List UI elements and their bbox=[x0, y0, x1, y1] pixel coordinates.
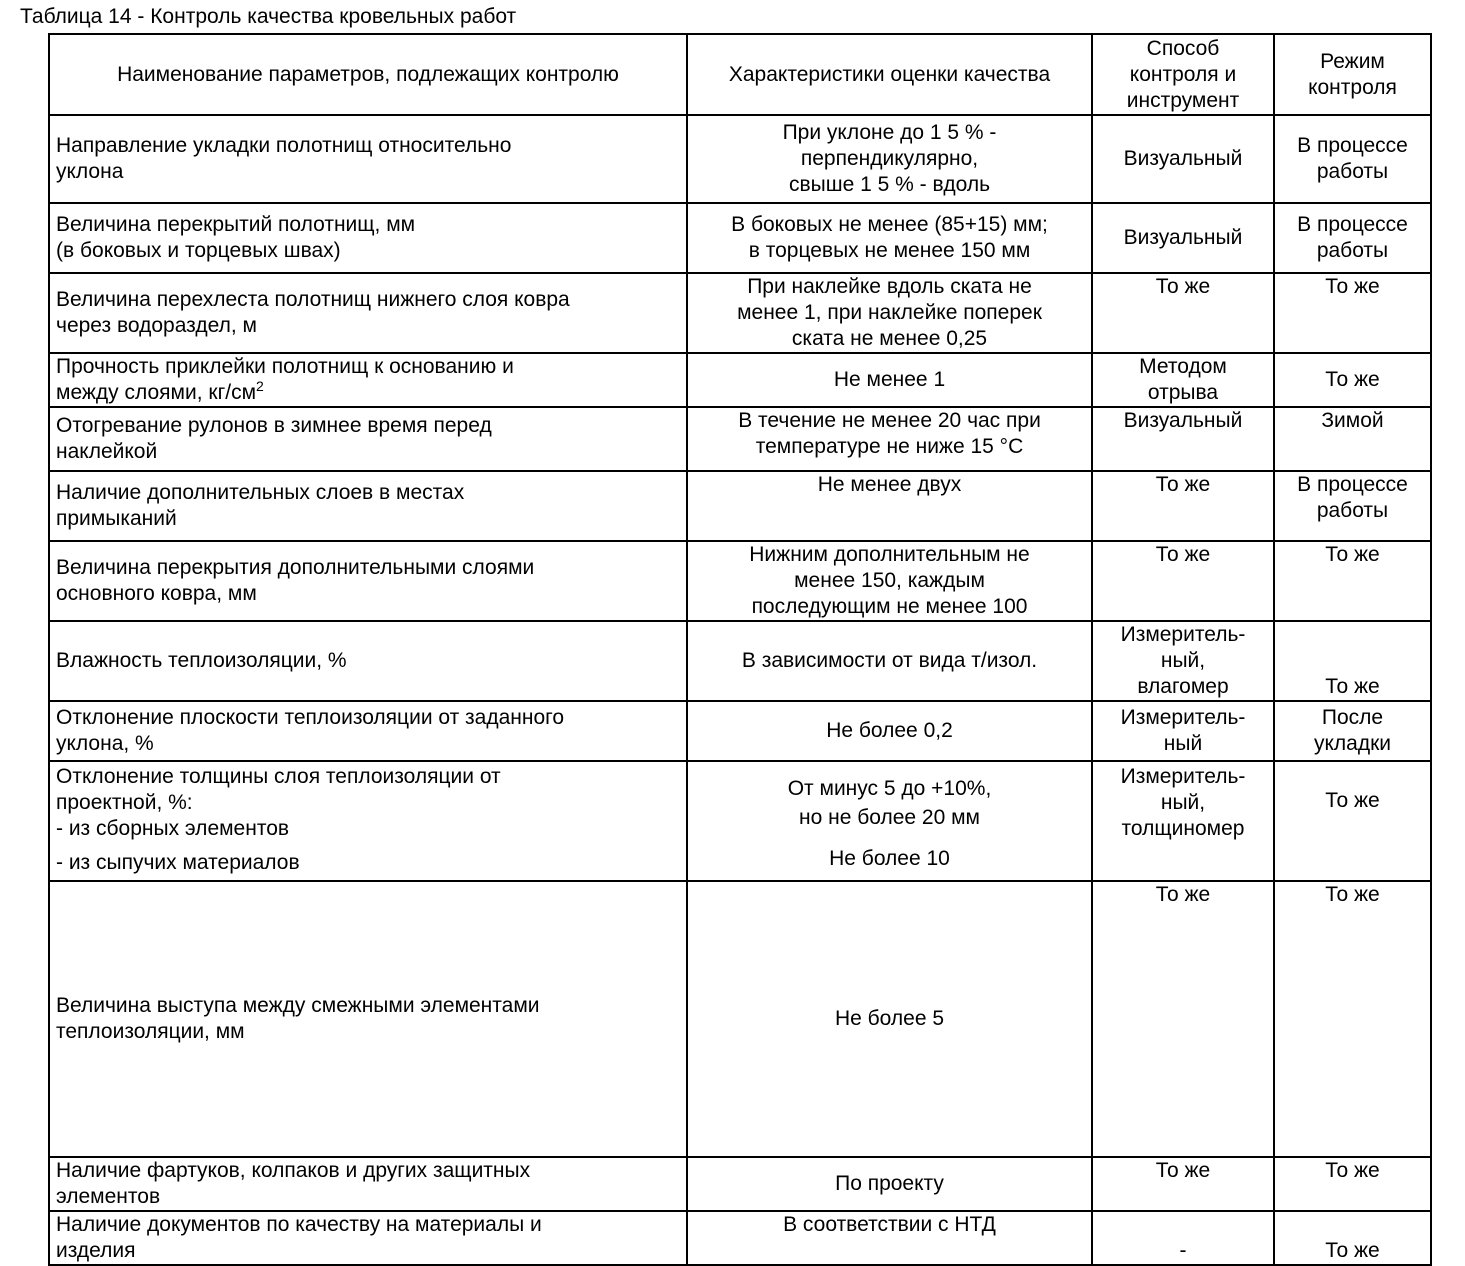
table-row bbox=[49, 881, 1431, 1157]
mode-cell bbox=[1274, 407, 1431, 471]
quality-cell bbox=[687, 881, 1092, 1157]
param-cell bbox=[49, 115, 687, 203]
method-line: Измеритель- bbox=[1120, 765, 1246, 788]
param-line bbox=[56, 380, 680, 406]
quality-line: По проекту bbox=[835, 1172, 944, 1195]
quality-line: Не более 10 bbox=[829, 847, 950, 870]
quality-line: в торцевых не менее 150 мм bbox=[748, 239, 1031, 262]
table-row bbox=[49, 1157, 1431, 1211]
method-cell bbox=[1092, 881, 1274, 1157]
header-mode-line: контроля bbox=[1308, 75, 1397, 99]
param-line: Величина перекрытий полотнищ, мм bbox=[56, 213, 416, 236]
mode-line: работы bbox=[1316, 239, 1389, 262]
table-row bbox=[49, 541, 1431, 621]
mode-line: укладки bbox=[1313, 732, 1392, 755]
method-cell bbox=[1092, 115, 1274, 203]
param-line: - из сыпучих материалов bbox=[56, 851, 300, 874]
header-method-line: Способ bbox=[1146, 36, 1220, 60]
mode-line: То же bbox=[1325, 1159, 1380, 1182]
method-line: То же bbox=[1155, 275, 1211, 298]
param-cell bbox=[49, 1157, 687, 1211]
mode-cell bbox=[1274, 273, 1431, 353]
method-cell bbox=[1092, 203, 1274, 273]
quality-cell bbox=[687, 541, 1092, 621]
param-cell bbox=[49, 273, 687, 353]
header-parameter: Наименование параметров, подлежащих контролю bbox=[49, 34, 687, 115]
param-cell bbox=[49, 471, 687, 541]
table-row bbox=[49, 621, 1431, 701]
method-cell bbox=[1092, 701, 1274, 761]
method-line: То же bbox=[1155, 473, 1211, 496]
mode-line: То же bbox=[1325, 789, 1380, 812]
param-line: примыканий bbox=[56, 507, 177, 530]
param-line: теплоизоляции, мм bbox=[56, 1020, 245, 1043]
quality-line: Не менее двух bbox=[817, 473, 962, 496]
param-cell bbox=[49, 353, 687, 407]
param-line: основного ковра, мм bbox=[56, 582, 257, 605]
table-row bbox=[49, 471, 1431, 541]
quality-line: От минус 5 до +10%, bbox=[787, 777, 992, 800]
method-line: Методом bbox=[1139, 355, 1227, 378]
quality-line: менее 150, каждым bbox=[794, 569, 985, 592]
quality-line: В боковых не менее (85+15) мм; bbox=[731, 213, 1048, 236]
method-cell bbox=[1092, 353, 1274, 407]
quality-cell bbox=[687, 115, 1092, 203]
mode-cell bbox=[1274, 471, 1431, 541]
header-quality: Характеристики оценки качества bbox=[687, 34, 1092, 115]
param-line: Отклонение толщины слоя теплоизоляции от bbox=[56, 765, 501, 788]
mode-line: То же bbox=[1325, 368, 1380, 391]
quality-line: Не более 0,2 bbox=[826, 719, 953, 742]
param-line: элементов bbox=[56, 1185, 161, 1208]
header-method-line: инструмент bbox=[1126, 88, 1240, 112]
quality-line: В зависимости от вида т/изол. bbox=[741, 649, 1038, 672]
param-line: наклейкой bbox=[56, 440, 158, 463]
mode-cell bbox=[1274, 115, 1431, 203]
table-row bbox=[49, 761, 1431, 881]
method-line: - bbox=[1179, 1239, 1187, 1262]
table-caption: Таблица 14 - Контроль качества кровельных работ bbox=[20, 5, 517, 28]
quality-line: При наклейке вдоль ската не bbox=[747, 275, 1032, 298]
param-cell bbox=[49, 407, 687, 471]
header-mode-line: Режим bbox=[1320, 49, 1385, 73]
table-row bbox=[49, 273, 1431, 353]
mode-line: То же bbox=[1325, 1239, 1380, 1262]
param-line: Величина выступа между смежными элементами bbox=[56, 994, 540, 1017]
param-line: Наличие фартуков, колпаков и других защитных bbox=[56, 1159, 531, 1182]
quality-cell bbox=[687, 701, 1092, 761]
mode-cell bbox=[1274, 881, 1431, 1157]
param-line: изделия bbox=[56, 1239, 136, 1262]
quality-line: При уклоне до 1 5 % - bbox=[782, 121, 997, 144]
param-line: - из сборных элементов bbox=[56, 817, 290, 840]
header-method-line: контроля и bbox=[1129, 62, 1237, 86]
method-line: То же bbox=[1155, 543, 1211, 566]
mode-line: работы bbox=[1316, 499, 1389, 522]
method-cell bbox=[1092, 1157, 1274, 1211]
param-cell bbox=[49, 881, 687, 1157]
header-method bbox=[1092, 34, 1274, 115]
mode-line: Зимой bbox=[1321, 409, 1384, 432]
param-line: Прочность приклейки полотнищ к основанию и bbox=[56, 355, 514, 378]
method-line: толщиномер bbox=[1121, 817, 1245, 840]
quality-line: Нижним дополнительным не bbox=[749, 543, 1030, 566]
mode-cell bbox=[1274, 761, 1431, 881]
param-line: Отогревание рулонов в зимнее время перед bbox=[56, 414, 492, 437]
method-line: То же bbox=[1155, 883, 1211, 906]
param-text: между слоями, кг/см bbox=[56, 381, 257, 404]
param-cell bbox=[49, 541, 687, 621]
quality-cell bbox=[687, 1157, 1092, 1211]
param-line: Отклонение плоскости теплоизоляции от заданного bbox=[56, 706, 565, 729]
table-row bbox=[49, 115, 1431, 203]
quality-line: перпендикулярно, bbox=[800, 147, 979, 170]
quality-line: последующим не менее 100 bbox=[751, 595, 1028, 618]
param-line: уклона bbox=[56, 160, 124, 183]
quality-line: Не менее 1 bbox=[833, 368, 946, 391]
mode-cell bbox=[1274, 353, 1431, 407]
param-cell bbox=[49, 621, 687, 701]
param-cell bbox=[49, 761, 687, 881]
table-row bbox=[49, 353, 1431, 407]
mode-line: То же bbox=[1325, 675, 1380, 698]
method-cell bbox=[1092, 273, 1274, 353]
quality-cell bbox=[687, 761, 1092, 881]
mode-cell bbox=[1274, 203, 1431, 273]
method-line: ный, bbox=[1160, 791, 1206, 814]
method-cell bbox=[1092, 621, 1274, 701]
param-line: уклона, % bbox=[56, 732, 154, 755]
table-row bbox=[49, 203, 1431, 273]
table-header-row bbox=[49, 34, 1431, 115]
param-line: Влажность теплоизоляции, % bbox=[56, 649, 347, 672]
method-line: влагомер bbox=[1137, 675, 1229, 698]
param-line: Направление укладки полотнищ относительно bbox=[56, 134, 512, 157]
quality-cell bbox=[687, 621, 1092, 701]
method-line: Визуальный bbox=[1123, 409, 1243, 432]
method-line: отрыва bbox=[1147, 381, 1219, 404]
method-line: То же bbox=[1155, 1159, 1211, 1182]
mode-cell bbox=[1274, 701, 1431, 761]
mode-line: работы bbox=[1316, 160, 1389, 183]
quality-line: но не более 20 мм bbox=[799, 806, 980, 829]
method-cell bbox=[1092, 407, 1274, 471]
quality-line: температуре не ниже 15 °С bbox=[755, 435, 1024, 458]
table-row bbox=[49, 701, 1431, 761]
param-line: через водораздел, м bbox=[56, 314, 257, 337]
quality-line: В соответствии с НТД bbox=[783, 1213, 996, 1236]
method-cell bbox=[1092, 471, 1274, 541]
method-line: Измеритель- bbox=[1120, 706, 1246, 729]
spacer bbox=[56, 842, 680, 850]
mode-cell bbox=[1274, 1157, 1431, 1211]
method-cell bbox=[1092, 541, 1274, 621]
quality-cell bbox=[687, 203, 1092, 273]
quality-cell bbox=[687, 407, 1092, 471]
method-line: ный, bbox=[1160, 649, 1206, 672]
param-line: проектной, %: bbox=[56, 791, 193, 814]
superscript: 2 bbox=[256, 378, 264, 394]
param-line: Величина перехлеста полотнищ нижнего слоя ковра bbox=[56, 288, 570, 311]
quality-cell bbox=[687, 273, 1092, 353]
param-line: Величина перекрытия дополнительными слоями bbox=[56, 556, 535, 579]
mode-cell bbox=[1274, 621, 1431, 701]
mode-line: В процессе bbox=[1297, 473, 1408, 496]
header-mode bbox=[1274, 34, 1431, 115]
param-line: (в боковых и торцевых швах) bbox=[56, 239, 341, 262]
mode-line: То же bbox=[1325, 275, 1380, 298]
quality-line: менее 1, при наклейке поперек bbox=[737, 301, 1042, 324]
mode-line: После bbox=[1321, 706, 1384, 729]
quality-cell bbox=[687, 471, 1092, 541]
spacer bbox=[694, 832, 1085, 846]
method-line: Визуальный bbox=[1123, 226, 1243, 249]
param-cell bbox=[49, 203, 687, 273]
mode-line: То же bbox=[1325, 543, 1380, 566]
method-line: Визуальный bbox=[1123, 147, 1243, 170]
param-line: Наличие дополнительных слоев в местах bbox=[56, 481, 465, 504]
method-line: Измеритель- bbox=[1120, 623, 1246, 646]
quality-cell bbox=[687, 353, 1092, 407]
quality-line: Не более 5 bbox=[834, 1007, 945, 1030]
quality-line: В течение не менее 20 час при bbox=[738, 409, 1041, 432]
quality-line: свыше 1 5 % - вдоль bbox=[788, 173, 991, 196]
method-cell bbox=[1092, 761, 1274, 881]
table-row bbox=[49, 407, 1431, 471]
param-cell bbox=[49, 701, 687, 761]
mode-line: В процессе bbox=[1297, 213, 1408, 236]
quality-control-table bbox=[48, 33, 1432, 1266]
mode-line: То же bbox=[1325, 883, 1380, 906]
quality-line: ската не менее 0,25 bbox=[791, 327, 988, 350]
param-line: Наличие документов по качеству на материалы и bbox=[56, 1213, 542, 1236]
mode-cell bbox=[1274, 541, 1431, 621]
method-line: ный bbox=[1163, 732, 1203, 755]
mode-line: В процессе bbox=[1297, 134, 1408, 157]
